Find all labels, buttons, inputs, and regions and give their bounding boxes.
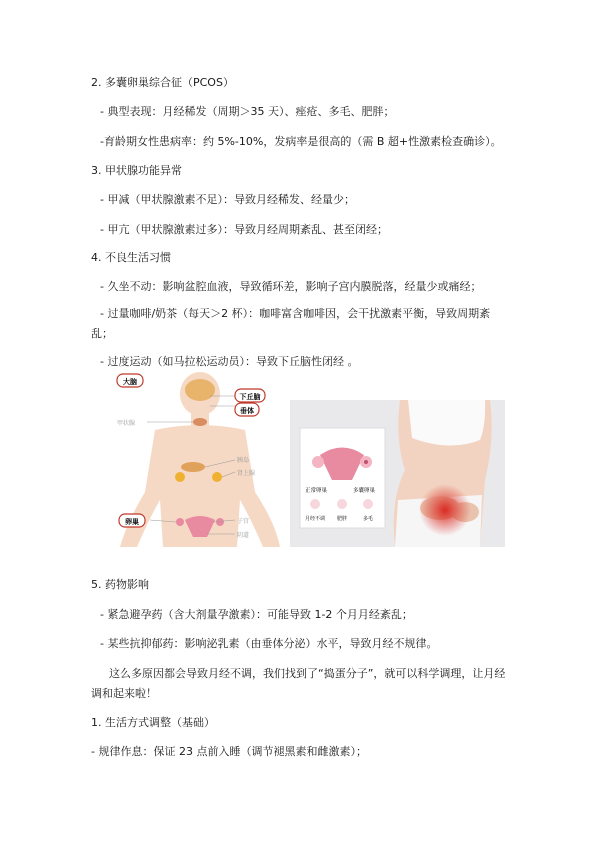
emergency-contraceptive-text: - 紧急避孕药（含大剂量孕激素）：可能导致 1-2 个月月经紊乱； [100, 608, 413, 621]
sleep-schedule-text: - 规律作息：保证 23 点前入睡（调节褪黑素和雌激素）； [91, 745, 367, 758]
hypothyroid-text: - 甲减（甲状腺激素不足）：导致月经稀发、经量少； [100, 193, 355, 206]
label-thyroid: 甲状腺 [117, 420, 136, 427]
pcos-photo-svg [290, 400, 505, 547]
pcos-photo [290, 400, 505, 547]
label-pancreas: 胰岛 [237, 457, 250, 464]
label-pcos-ovary: 多囊卵巢 [352, 488, 376, 494]
pcos-symptoms: - 典型表现：月经稀发（周期＞35 天）、痤疮、多毛、肥胖； [100, 105, 395, 118]
label-ovary: 卵巢 [125, 518, 139, 526]
summary-paragraph: 这么多原因都会导致月经不调，我们找到了“捣蛋分子”，就可以科学调理，让月经调和起来啦！ [91, 667, 506, 700]
label-normal-ovary: 正常卵巢 [304, 488, 328, 494]
label-hirsutism: 多毛 [362, 516, 374, 522]
endocrine-diagram [115, 372, 285, 547]
label-pituitary: 垂体 [240, 407, 254, 415]
hyperthyroid-text: - 甲亢（甲状腺激素过多）：导致月经周期紊乱、甚至闭经； [100, 223, 388, 236]
figures-row [115, 372, 505, 547]
pcos-prevalence: -育龄期女性患病率：约 5%-10%，发病率是很高的（需 B 超+性激素检查确诊）。 [100, 135, 502, 148]
caffeine-text: - 过量咖啡/奶茶（每天＞2 杯）：咖啡富含咖啡因，会干扰激素平衡，导致周期紊乱； [91, 307, 491, 340]
label-brain: 大脑 [123, 378, 137, 386]
label-obesity: 肥胖 [336, 516, 348, 522]
exercise-text: - 过度运动（如马拉松运动员）：导致下丘脑性闭经 。 [100, 355, 359, 368]
endocrine-svg [115, 372, 285, 547]
heading-lifestyle: 1. 生活方式调整（基础） [91, 716, 215, 729]
label-menstrual-irregular: 月经不调 [304, 516, 326, 522]
label-vagina: 阴道 [237, 532, 250, 539]
label-uterus: 子宫 [237, 518, 250, 525]
sedentary-text: - 久坐不动：影响盆腔血液，导致循环差，影响子宫内膜脱落，经量少或痛经； [100, 280, 482, 293]
heading-habits: 4. 不良生活习惯 [91, 251, 171, 264]
label-hypothalamus: 下丘脑 [239, 393, 261, 401]
heading-drugs: 5. 药物影响 [91, 578, 149, 591]
label-adrenal: 肾上腺 [237, 470, 256, 477]
heading-pcos: 2. 多囊卵巢综合征（PCOS） [91, 76, 234, 89]
antidepressant-text: - 某些抗抑郁药：影响泌乳素（由垂体分泌）水平，导致月经不规律。 [100, 637, 438, 650]
heading-thyroid: 3. 甲状腺功能异常 [91, 164, 182, 177]
